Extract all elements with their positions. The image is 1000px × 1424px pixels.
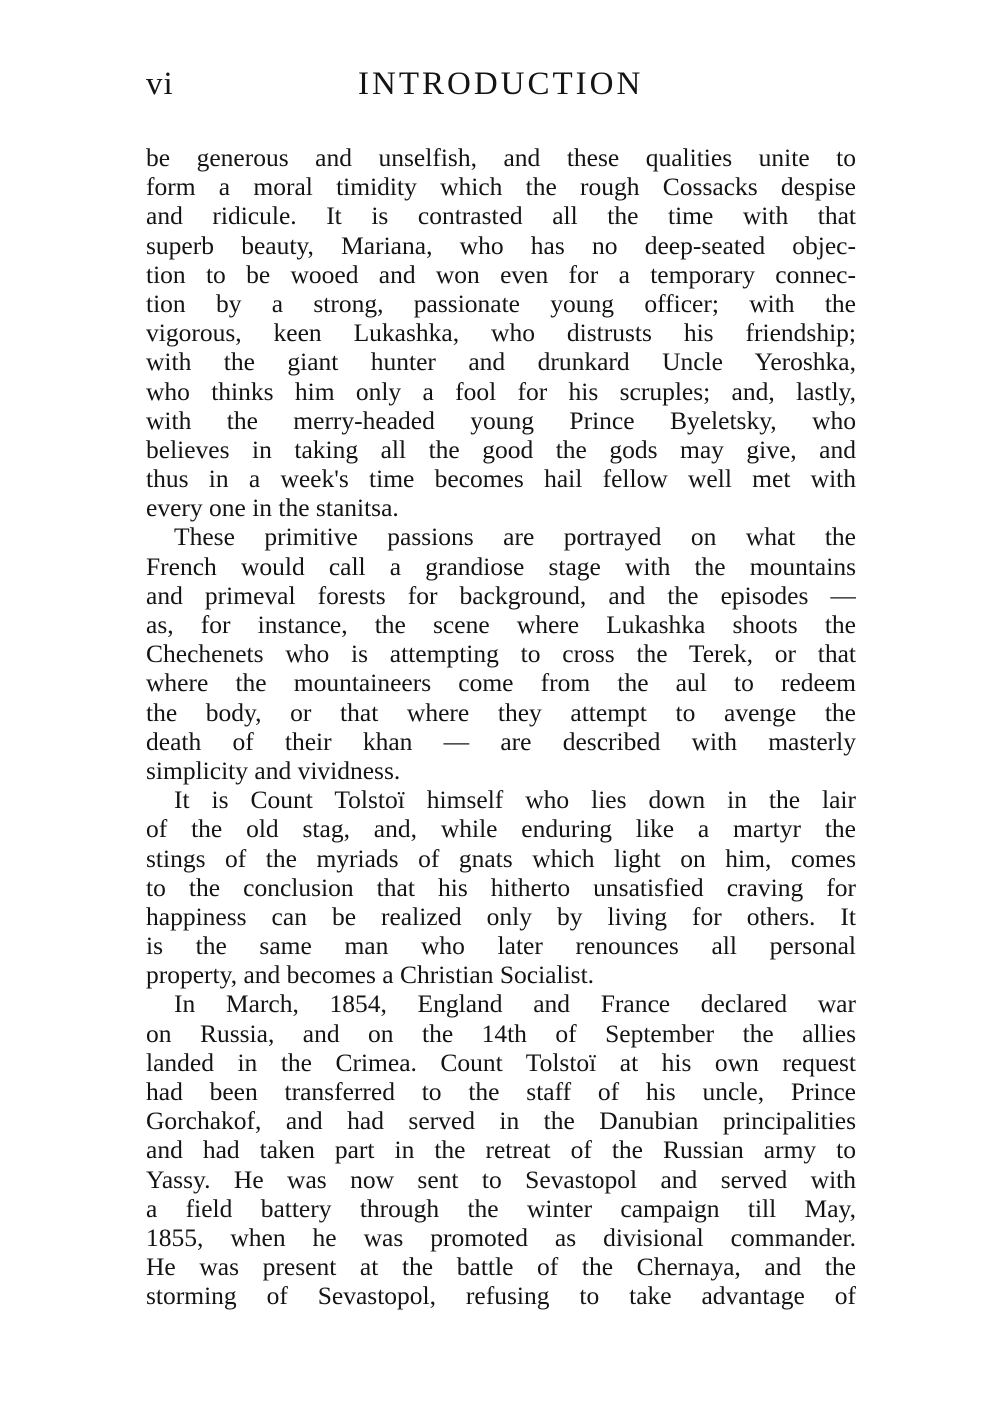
text-line: happiness can be realized only by living for others. It: [146, 901, 856, 931]
text-line: and primeval forests for background, and the episodes —: [146, 580, 856, 610]
paragraph: [146, 785, 856, 989]
text-line: French would call a grandiose stage with the mountains: [146, 551, 856, 581]
text-line: believes in taking all the good the gods may give, and: [146, 434, 856, 464]
text-line: simplicity and vividness.: [146, 755, 401, 785]
text-line: where the mountaineers come from the aul to redeem: [146, 668, 856, 698]
text-line: storming of Sevastopol, refusing to take advantage of: [146, 1281, 856, 1311]
text-line: superb beauty, Mariana, who has no deep-seated objec-: [146, 230, 856, 260]
text-line: had been transferred to the staff of his uncle, Prince: [146, 1077, 856, 1106]
text-line: every one in the stanitsa.: [146, 493, 399, 523]
text-line: property, and becomes a Christian Socialist.: [146, 960, 595, 990]
text-line: with the giant hunter and drunkard Uncle Yeroshka,: [146, 347, 856, 377]
text-line: vigorous, keen Lukashka, who distrusts his friendship;: [146, 318, 856, 348]
text-line: be generous and unselfish, and these qualities unite to: [146, 143, 856, 172]
text-line: landed in the Crimea. Count Tolstoï at his own request: [146, 1047, 856, 1077]
text-line: In March, 1854, England and France declared war: [174, 989, 856, 1019]
text-line: Gorchakof, and had served in the Danubian principalities: [146, 1106, 856, 1136]
text-line: the body, or that where they attempt to avenge the: [146, 697, 856, 727]
text-line: 1855, when he was promoted as divisional commander.: [146, 1222, 856, 1252]
paragraph: [146, 143, 856, 522]
text-line: thus in a week's time becomes hail fellow well met with: [146, 464, 856, 494]
text-line: Yassy. He was now sent to Sevastopol and served with: [146, 1164, 856, 1194]
paragraph: [146, 522, 856, 785]
text-line: is the same man who later renounces all personal: [146, 931, 856, 961]
text-line: tion to be wooed and won even for a temporary connec-: [146, 259, 856, 289]
text-line: on Russia, and on the 14th of September the allies: [146, 1018, 856, 1048]
running-head: [146, 66, 856, 112]
text-line: as, for instance, the scene where Lukashka shoots the: [146, 610, 856, 639]
text-line: He was present at the battle of the Chernaya, and the: [146, 1252, 856, 1282]
text-line: with the merry-headed young Prince Byeletsky, who: [146, 405, 856, 435]
page-number: vi: [146, 66, 174, 102]
running-title: INTRODUCTION: [358, 66, 644, 102]
text-line: who thinks him only a fool for his scruples; and, lastly,: [146, 376, 856, 406]
text-line: and had taken part in the retreat of the Russian army to: [146, 1135, 856, 1165]
text-line: stings of the myriads of gnats which light on him, comes: [146, 843, 856, 873]
text-line: form a moral timidity which the rough Cossacks despise: [146, 172, 856, 202]
body-text: [146, 143, 856, 1311]
text-line: These primitive passions are portrayed on what the: [174, 522, 856, 552]
text-line: and ridicule. It is contrasted all the time with that: [146, 201, 856, 231]
text-line: to the conclusion that his hitherto unsatisfied craving for: [146, 872, 856, 902]
text-line: death of their khan — are described with masterly: [146, 726, 856, 756]
text-line: tion by a strong, passionate young officer; with the: [146, 288, 856, 318]
text-line: a field battery through the winter campaign till May,: [146, 1193, 856, 1223]
paragraph: [146, 989, 856, 1310]
text-line: It is Count Tolstoï himself who lies down in the lair: [174, 785, 856, 815]
text-line: Chechenets who is attempting to cross the Terek, or that: [146, 639, 856, 669]
text-line: of the old stag, and, while enduring like a martyr the: [146, 814, 856, 844]
